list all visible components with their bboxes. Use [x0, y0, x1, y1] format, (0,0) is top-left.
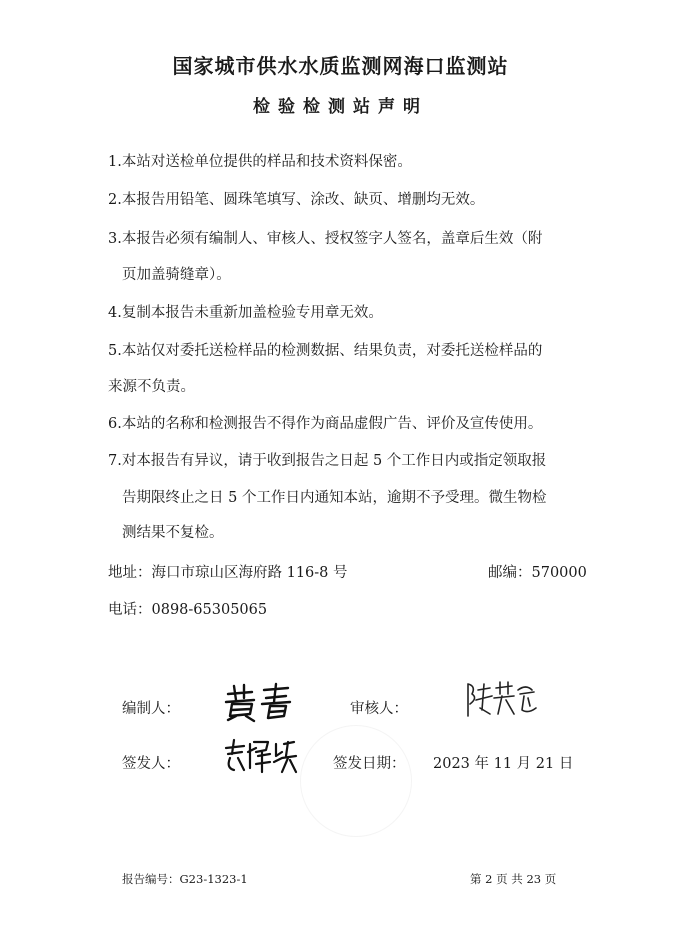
statement-1: 1.本站对送检单位提供的样品和技术资料保密。 — [108, 154, 412, 170]
statement-5-cont: 来源不负责。 — [108, 379, 195, 395]
statement-6: 6.本站的名称和检测报告不得作为商品虚假广告、评价及宣传使用。 — [108, 416, 543, 432]
reviewer-signature — [462, 680, 542, 720]
phone: 电话：0898-65305065 — [108, 602, 268, 618]
issue-date-label: 签发日期： — [333, 756, 406, 772]
statement-3-cont: 页加盖骑缝章）。 — [122, 267, 231, 283]
statement-5: 5.本站仅对委托送检样品的检测数据、结果负责，对委托送检样品的 — [108, 343, 543, 359]
issuer-label: 签发人： — [122, 756, 180, 772]
postcode: 邮编：570000 — [488, 565, 587, 581]
compiler-label: 编制人： — [122, 701, 180, 717]
statement-7-cont1: 告期限终止之日 5 个工作日内通知本站，逾期不予受理。微生物检 — [122, 490, 547, 506]
compiler-signature — [222, 682, 294, 724]
report-number: 报告编号：G23-1323-1 — [122, 872, 248, 886]
issuer-signature — [222, 738, 298, 776]
page-info: 第 2 页 共 23 页 — [470, 872, 557, 886]
page-title: 国家城市供水水质监测网海口监测站 — [172, 54, 509, 78]
reviewer-label: 审核人： — [350, 701, 408, 717]
statement-3: 3.本报告必须有编制人、审核人、授权签字人签名，盖章后生效（附 — [108, 231, 543, 247]
page-subtitle: 检验检测站声明 — [253, 97, 428, 117]
issue-date: 2023 年 11 月 21 日 — [433, 756, 574, 772]
statement-2: 2.本报告用铅笔、圆珠笔填写、涂改、缺页、增删均无效。 — [108, 192, 485, 208]
address: 地址：海口市琼山区海府路 116-8 号 — [108, 565, 348, 581]
statement-4: 4.复制本报告未重新加盖检验专用章无效。 — [108, 305, 383, 321]
statement-7: 7.对本报告有异议，请于收到报告之日起 5 个工作日内或指定领取报 — [108, 453, 547, 469]
statement-7-cont2: 测结果不复检。 — [122, 525, 224, 541]
faint-stamp-mark — [300, 725, 412, 837]
